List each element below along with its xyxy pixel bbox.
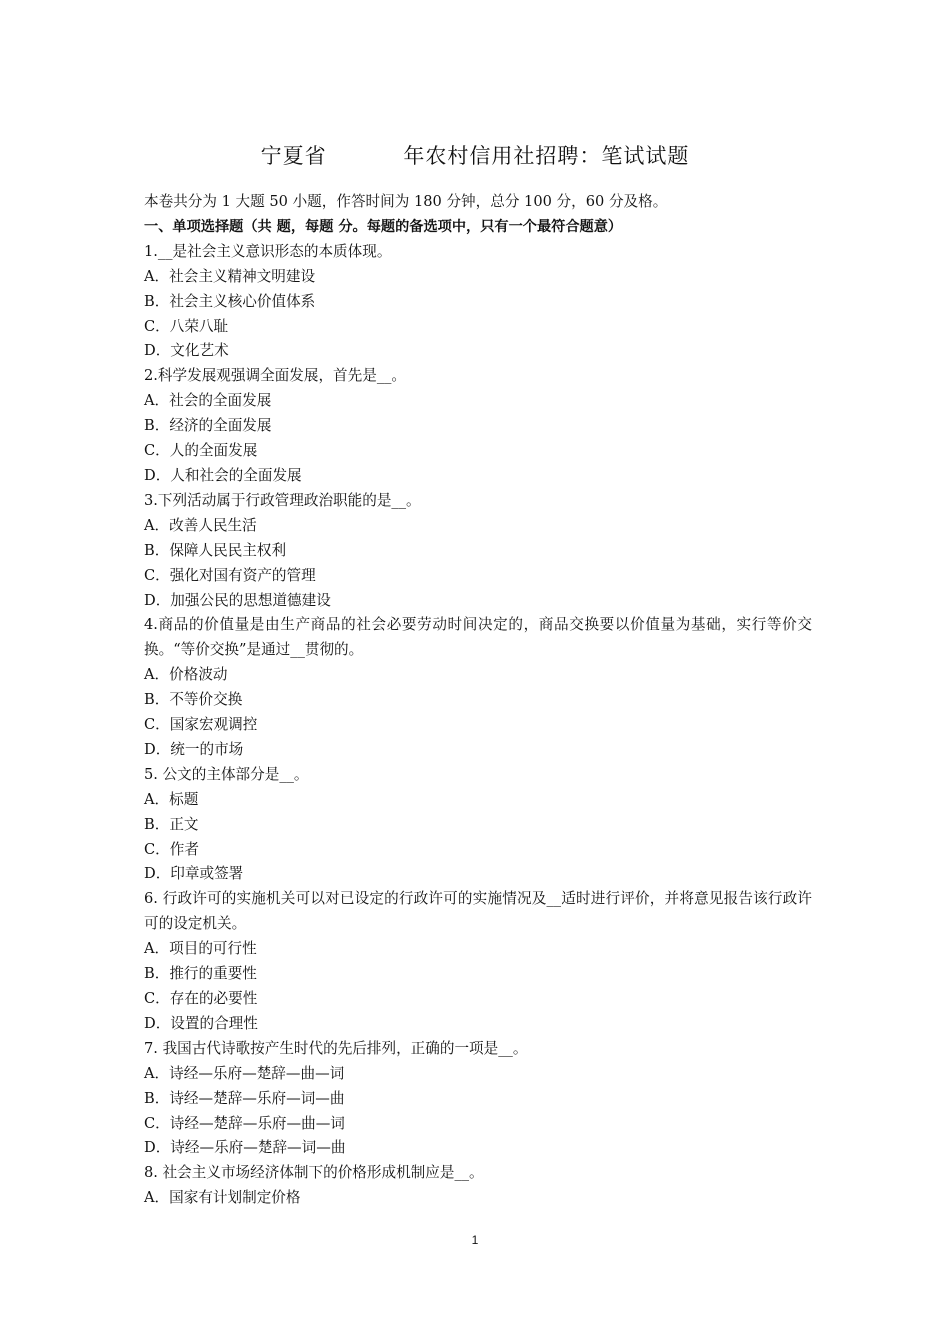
exam-intro: 本卷共分为 1 大题 50 小题，作答时间为 180 分钟，总分 100 分，60 分及格。 [144,193,668,210]
question-text: 8. 社会主义市场经济体制下的价格形成机制应是__。 [144,1164,484,1182]
option-c: C．作者 [144,840,199,858]
option-a: A．改善人民生活 [144,516,257,534]
option-d: D．加强公民的思想道德建设 [144,591,331,609]
question-text: 4.商品的价值量是由生产商品的社会必要劳动时间决定的，商品交换要以价值量为基础，实行等价交换。“等价交换”是通过__贯彻的。 [144,616,812,659]
question-8 [144,1161,812,1211]
option-c: C．国家宏观调控 [144,716,258,734]
option-b: B．不等价交换 [144,691,243,709]
option-b: B．正文 [144,815,199,833]
option-b: B．保障人民民主权利 [144,541,287,559]
question-2 [144,364,812,489]
option-d: D．印章或签署 [144,865,244,883]
option-b: B．推行的重要性 [144,965,257,983]
option-b: B．经济的全面发展 [144,417,272,435]
option-a: A．诗经—乐府—楚辞—曲—词 [144,1064,345,1082]
document-body [144,190,812,1211]
question-text: 2.科学发展观强调全面发展，首先是__。 [144,367,407,385]
option-c: C．存在的必要性 [144,990,258,1007]
page-title: 宁夏省 年农村信用社招聘：笔试试题 [260,144,690,168]
option-c: C．人的全面发展 [144,442,258,460]
question-7 [144,1037,812,1162]
question-1 [144,240,812,365]
question-6 [144,887,812,1036]
option-a: A．国家有计划制定价格 [144,1189,301,1207]
option-c: C．八荣八耻 [144,317,229,335]
option-d: D．统一的市场 [144,740,244,758]
question-4 [144,613,812,762]
option-c: C．诗经—楚辞—乐府—曲—词 [144,1114,345,1132]
question-text: 3.下列活动属于行政管理政治职能的是__。 [144,491,421,509]
section-heading: 一、单项选择题（共 题，每题 分。每题的备选项中，只有一个最符合题意） [144,218,623,235]
option-d: D．设置的合理性 [144,1014,258,1032]
question-text: 1.__是社会主义意识形态的本质体现。 [144,242,392,260]
question-text: 6. 行政许可的实施机关可以对已设定的行政许可的实施情况及__适时进行评价，并将意见报告该行政许可的设定机关。 [144,890,812,933]
question-text: 5. 公文的主体部分是__。 [144,765,309,783]
option-b: B．诗经—楚辞—乐府—词—曲 [144,1089,345,1107]
option-d: D．人和社会的全面发展 [144,466,302,484]
option-a: A．标题 [144,790,199,808]
question-5 [144,763,812,888]
option-b: B．社会主义核心价值体系 [144,292,316,310]
option-a: A．价格波动 [144,666,228,684]
question-text: 7. 我国古代诗歌按产生时代的先后排列，正确的一项是__。 [144,1039,528,1057]
option-a: A．社会的全面发展 [144,392,272,410]
option-d: D．诗经—乐府—楚辞—词—曲 [144,1139,346,1157]
option-c: C．强化对国有资产的管理 [144,566,316,584]
option-a: A．项目的可行性 [144,940,257,958]
page-number: 1 [471,1233,479,1247]
option-d: D．文化艺术 [144,342,229,360]
option-a: A．社会主义精神文明建设 [144,267,316,285]
question-3 [144,489,812,614]
